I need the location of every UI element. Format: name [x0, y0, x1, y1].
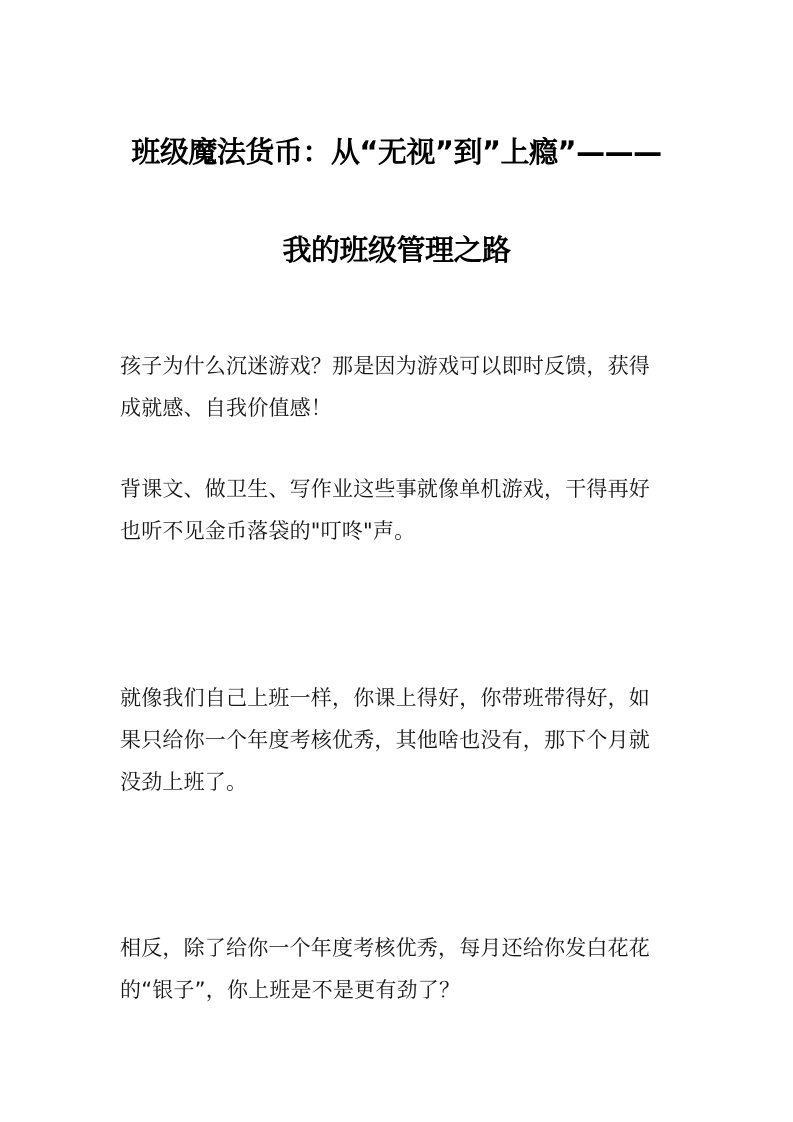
paragraph-line: 相反，除了给你一个年度考核优秀，每月还给你发白花花 [120, 936, 650, 960]
document-title-line-1: 班级魔法货币：从“无视”到”上瘾”——— [131, 135, 662, 169]
paragraph-line: 没劲上班了。 [120, 770, 248, 794]
paragraph-line: 就像我们自己上班一样，你课上得好，你带班带得好，如 [120, 686, 650, 710]
document-title-line-2: 我的班级管理之路 [282, 233, 511, 267]
paragraph-2 [120, 479, 680, 542]
paragraph-line: 的“银子”，你上班是不是更有劲了？ [120, 978, 461, 1002]
paragraph-3 [120, 688, 680, 793]
paragraph-line: 孩子为什么沉迷游戏？那是因为游戏可以即时反馈，获得 [120, 354, 650, 378]
paragraph-line: 果只给你一个年度考核优秀，其他啥也没有，那下个月就 [120, 728, 650, 752]
paragraph-line: 背课文、做卫生、写作业这些事就像单机游戏，干得再好 [120, 477, 650, 501]
paragraph-line: 成就感、自我价值感！ [120, 396, 332, 420]
paragraph-1 [120, 356, 680, 419]
paragraph-4 [120, 938, 680, 1001]
paragraph-line: 也听不见金币落袋的"叮咚"声。 [120, 519, 416, 543]
